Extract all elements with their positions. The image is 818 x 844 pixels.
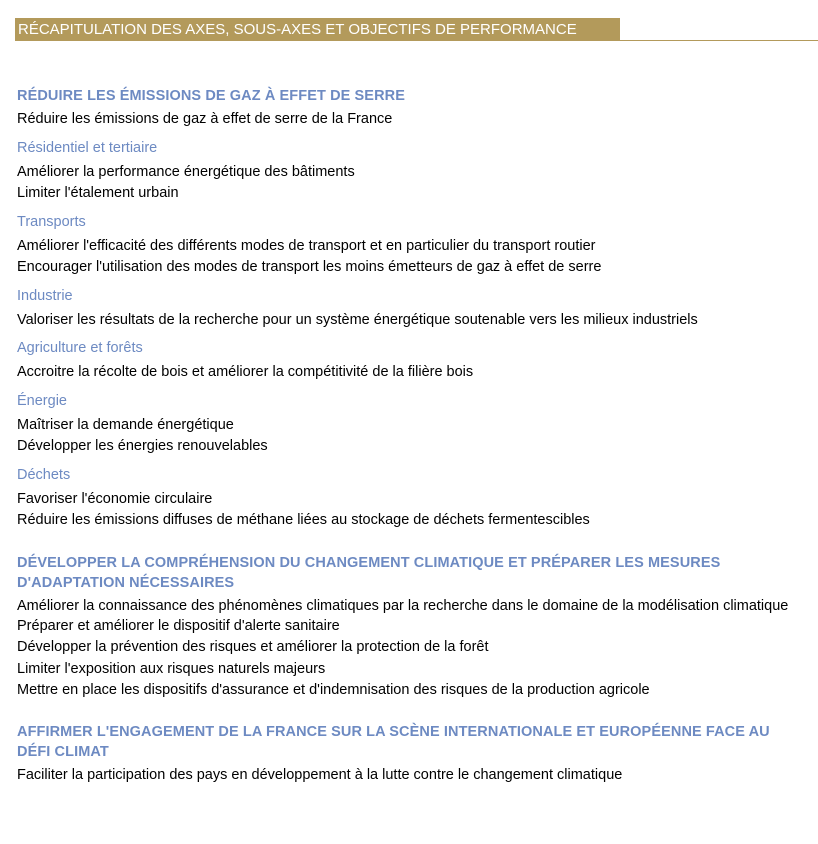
subaxis-title: Énergie — [17, 392, 67, 409]
axis-title: DÉVELOPPER LA COMPRÉHENSION DU CHANGEMENT CLIMATIQUE ET PRÉPARER LES MESURES D'ADAPTATION NÉCESSAIRES — [17, 554, 721, 591]
objective: Réduire les émissions de gaz à effet de serre de la France — [17, 111, 393, 127]
axis-3 — [17, 722, 807, 787]
objective: Maîtriser la demande énergétique — [17, 416, 234, 433]
axis-title: RÉDUIRE LES ÉMISSIONS DE GAZ À EFFET DE SERRE — [17, 88, 405, 104]
section-header — [15, 18, 620, 41]
objective: Améliorer la connaissance des phénomènes climatiques par la recherche dans le domaine de la modélisation climatique — [17, 597, 789, 614]
objective: Faciliter la participation des pays en développement à la lutte contre le changement climatique — [17, 766, 623, 783]
objective: Préparer et améliorer le dispositif d'alerte sanitaire — [17, 617, 340, 634]
subaxis-title: Agriculture et forêts — [17, 340, 143, 356]
objective: Développer les énergies renouvelables — [17, 438, 268, 454]
objective: Valoriser les résultats de la recherche pour un système énergétique soutenable vers les milieux industriels — [17, 311, 698, 328]
axis-2 — [17, 553, 807, 702]
objective: Améliorer la performance énergétique des bâtiments — [17, 163, 355, 180]
objective: Améliorer l'efficacité des différents modes de transport et en particulier du transport routier — [17, 237, 596, 254]
subaxis-title: Résidentiel et tertiaire — [17, 139, 158, 156]
section-header-title: RÉCAPITULATION DES AXES, SOUS-AXES ET OBJECTIFS DE PERFORMANCE — [18, 21, 577, 38]
subaxis-title: Déchets — [17, 466, 71, 483]
axis-1 — [17, 86, 807, 532]
summary-content — [17, 86, 807, 806]
subaxis-title: Industrie — [17, 287, 73, 304]
header-divider — [15, 40, 818, 41]
objective: Limiter l'étalement urbain — [17, 185, 179, 201]
axis-title: AFFIRMER L'ENGAGEMENT DE LA FRANCE SUR LA SCÈNE INTERNATIONALE ET EUROPÉENNE FACE AU DÉFI CLIMAT — [17, 723, 770, 760]
objective: Accroitre la récolte de bois et améliorer la compétitivité de la filière bois — [17, 364, 474, 380]
objective: Mettre en place les dispositifs d'assurance et d'indemnisation des risques de la production agricole — [17, 682, 650, 698]
objective: Développer la prévention des risques et améliorer la protection de la forêt — [17, 639, 489, 655]
subaxis-title: Transports — [17, 213, 86, 230]
objective: Réduire les émissions diffuses de méthane liées au stockage de déchets fermentescibles — [17, 512, 590, 528]
objective: Encourager l'utilisation des modes de transport les moins émetteurs de gaz à effet de serre — [17, 259, 602, 275]
objective: Favoriser l'économie circulaire — [17, 490, 213, 507]
objective: Limiter l'exposition aux risques naturels majeurs — [17, 660, 326, 677]
